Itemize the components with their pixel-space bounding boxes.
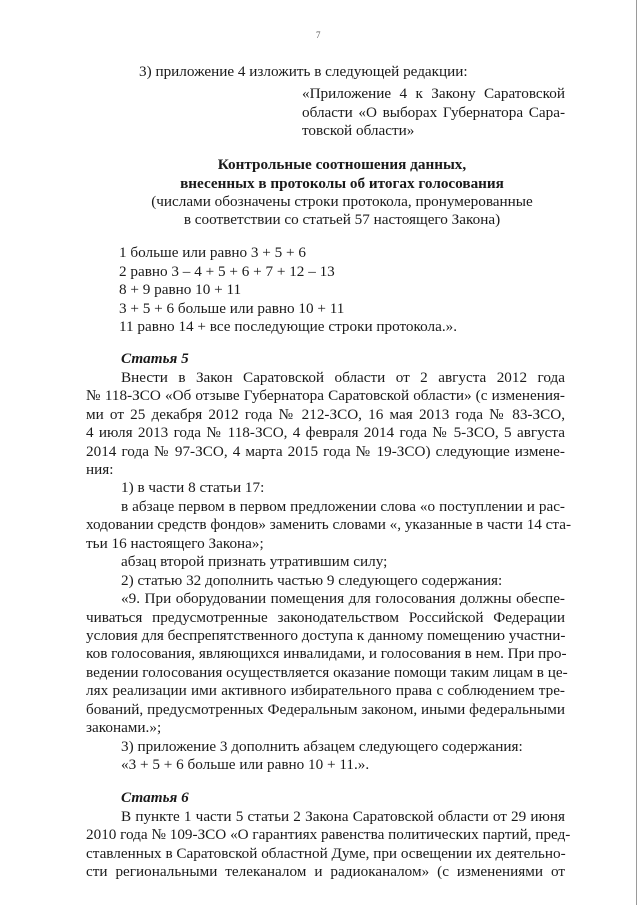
control-ratio: 11 равно 14 + все последующие строки протокола.». <box>119 318 458 335</box>
article-5-line: тьи 16 настоящего Закона»; <box>86 535 264 552</box>
appendix-ref-line: области «О выборах Губернатора Сара- <box>302 104 565 121</box>
article-5-line: ния: <box>86 461 114 478</box>
control-ratio: 1 больше или равно 3 + 5 + 6 <box>119 244 307 261</box>
article-5-line: 4 июля 2013 года № 118-ЗСО, 4 февраля 2014 года № 5-ЗСО, 5 августа <box>86 424 565 441</box>
control-ratio: 2 равно 3 – 4 + 5 + 6 + 7 + 12 – 13 <box>119 263 335 280</box>
article-5-line: бований, предусмотренных Федеральным законом, иными федеральными <box>86 701 565 718</box>
control-subtitle: в соответствии со статьей 57 настоящего Закона) <box>183 211 501 228</box>
article-6-heading: Статья 6 <box>121 789 189 806</box>
article-5-line: № 118-ЗСО «Об отзыве Губернатора Саратовской области» (с изменения- <box>86 387 565 404</box>
article-5-line: ми от 25 декабря 2012 года № 212-ЗСО, 16 мая 2013 года № 83-ЗСО, <box>86 406 565 423</box>
article-5-line: ходовании средств фондов» заменить словами «, указанные в части 14 ста- <box>86 516 572 533</box>
control-ratio: 3 + 5 + 6 больше или равно 10 + 11 <box>119 300 345 317</box>
article-6-line: сти региональными телеканалом и радиоканалом» (с изменениями от <box>86 863 565 880</box>
article-5-line: «3 + 5 + 6 больше или равно 10 + 11.». <box>121 756 370 773</box>
article-5-line: условия для беспрепятственного доступа к данному помещению участни- <box>86 627 566 644</box>
article-5-line: «9. При оборудовании помещения для голосования должны обеспе- <box>121 590 565 607</box>
article-5-heading: Статья 5 <box>121 350 189 367</box>
item-3-text: 3) приложение 4 изложить в следующей редакции: <box>139 63 468 80</box>
page-number: 7 <box>316 30 321 40</box>
article-5-line: лях реализации ими активного избирательного права с соблюдением тре- <box>86 682 565 699</box>
control-ratio: 8 + 9 равно 10 + 11 <box>119 281 242 298</box>
article-5-line: 3) приложение 3 дополнить абзацем следующего содержания: <box>121 738 523 755</box>
article-5-line: ведении голосования осуществляется оказание помощи таким лицам в це- <box>86 664 568 681</box>
article-6-line: ставленных в Саратовской областной Думе, при освещении их деятельно- <box>86 845 566 862</box>
article-5-line: 1) в части 8 статьи 17: <box>121 479 265 496</box>
article-5-line: Внести в Закон Саратовской области от 2 августа 2012 года <box>121 369 565 386</box>
article-5-line: абзац второй признать утратившим силу; <box>121 553 388 570</box>
article-5-line: 2) статью 32 дополнить частью 9 следующего содержания: <box>121 572 503 589</box>
article-5-line: 2014 года № 97-ЗСО, 4 марта 2015 года № 19-ЗСО) следующие измене- <box>86 443 565 460</box>
appendix-ref-line: «Приложение 4 к Закону Саратовской <box>302 85 565 102</box>
control-title: внесенных в протоколы об итогах голосования <box>180 175 504 192</box>
article-5-line: ков голосования, являющихся инвалидами, и голосования в нем. При про- <box>86 645 567 662</box>
control-title: Контрольные соотношения данных, <box>217 156 467 173</box>
article-5-line: чиваться предусмотренные законодательством Российской Федерации <box>86 609 565 626</box>
article-6-line: В пункте 1 части 5 статьи 2 Закона Саратовской области от 29 июня <box>121 808 565 825</box>
appendix-ref-line: товской области» <box>302 122 415 139</box>
article-6-line: 2010 года № 109-ЗСО «О гарантиях равенства политических партий, пред- <box>86 826 571 843</box>
article-5-line: законами.»; <box>86 719 162 736</box>
article-5-line: в абзаце первом в первом предложении слова «о поступлении и рас- <box>121 498 565 515</box>
control-subtitle: (числами обозначены строки протокола, пронумерованные <box>151 193 533 210</box>
